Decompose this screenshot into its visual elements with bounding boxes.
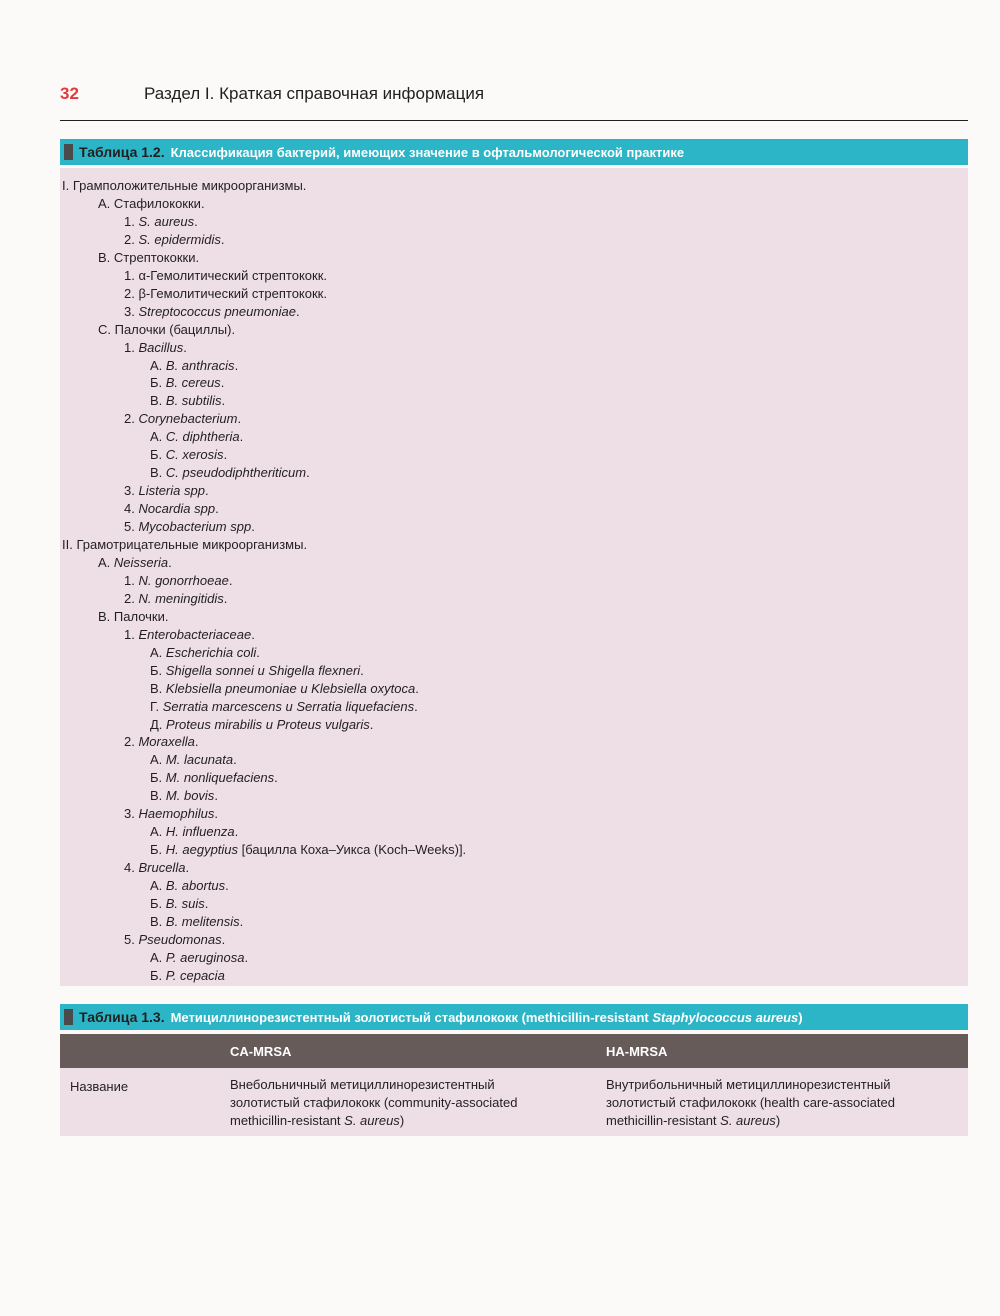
list-item: В. Палочки. — [98, 608, 169, 624]
list-item: Б. M. nonliquefaciens. — [150, 770, 278, 786]
table-1-2-body — [60, 168, 968, 986]
list-item: Б. B. cereus. — [150, 375, 225, 391]
list-item: 3. Listeria spp. — [124, 483, 209, 499]
list-item: 3. Streptococcus pneumoniae. — [124, 303, 300, 319]
list-item: В. Klebsiella pneumoniae и Klebsiella oxytoca. — [150, 680, 419, 696]
list-item: А. Neisseria. — [98, 554, 172, 570]
page-header — [60, 82, 968, 112]
list-item: А. H. influenza. — [150, 824, 239, 840]
list-item: 2. β-Гемолитический стрептококк. — [124, 285, 327, 301]
table-label: Таблица 1.3. — [79, 1009, 165, 1025]
list-item: Б. Shigella sonnei и Shigella flexneri. — [150, 662, 364, 678]
list-item: А. B. anthracis. — [150, 357, 239, 373]
column-header-ha-mrsa: HA-MRSA — [606, 1044, 668, 1059]
table-1-3-title — [60, 1004, 968, 1030]
list-item: 3. Haemophilus. — [124, 806, 218, 822]
list-item: Б. H. aegyptius [бацилла Коха–Уикса (Koch–Weeks)]. — [150, 842, 467, 858]
list-item: 5. Mycobacterium spp. — [124, 519, 255, 535]
page-number: 32 — [60, 84, 79, 103]
list-item: 2. S. epidermidis. — [124, 231, 225, 247]
list-item: 1. Bacillus. — [124, 339, 187, 355]
list-item: Д. Proteus mirabilis и Proteus vulgaris. — [150, 716, 374, 732]
list-item: А. P. aeruginosa. — [150, 949, 249, 965]
list-item: А. B. abortus. — [150, 878, 229, 893]
list-item: 1. Enterobacteriaceae. — [124, 626, 255, 642]
table-marker-icon — [64, 1009, 73, 1025]
table-caption: Классификация бактерий, имеющих значение в офтальмологической практике — [170, 144, 685, 160]
list-item: I. Грамположительные микроорганизмы. — [62, 178, 307, 193]
list-item: II. Грамотрицательные микроорганизмы. — [62, 537, 308, 552]
list-item: В. B. subtilis. — [150, 393, 226, 409]
list-item: А. C. diphtheria. — [150, 429, 244, 445]
table-marker-icon — [64, 144, 73, 160]
header-rule — [60, 120, 968, 121]
list-item: Б. C. xerosis. — [150, 447, 228, 463]
list-item: 5. Pseudomonas. — [124, 931, 226, 947]
table-label: Таблица 1.2. — [79, 144, 165, 160]
list-item: В. B. melitensis. — [150, 913, 244, 929]
list-item: В. C. pseudodiphtheriticum. — [150, 465, 310, 481]
list-item: 1. N. gonorrhoeae. — [124, 572, 233, 588]
table-1-2-title — [60, 139, 968, 165]
table-row — [60, 1068, 968, 1136]
list-item: С. Палочки (бациллы). — [98, 321, 236, 337]
section-title: Раздел I. Краткая справочная информация — [144, 84, 485, 103]
list-item: Г. Serratia marcescens и Serratia liquefaciens. — [150, 698, 418, 714]
cell-ha-mrsa: Внутрибольничный метициллинорезистентный золотистый стафилококк (health care-associated methicillin-resistant S. aureus) — [606, 1077, 895, 1128]
cell-ca-mrsa: Внебольничный метициллинорезистентный золотистый стафилококк (community-associated methicillin-resistant S. aureus) — [230, 1077, 518, 1128]
list-item: Б. P. cepacia — [150, 967, 225, 983]
list-item: В. M. bovis. — [150, 788, 218, 804]
list-item: А. Escherichia coli. — [150, 644, 260, 660]
list-item: 2. Corynebacterium. — [124, 411, 242, 427]
list-item: А. M. lacunata. — [150, 752, 237, 768]
list-item: 4. Nocardia spp. — [124, 501, 219, 517]
table-caption: Метициллинорезистентный золотистый стафилококк (methicillin-resistant Staphylococcus aureus) — [170, 1009, 803, 1025]
list-item: 2. N. meningitidis. — [124, 590, 228, 606]
column-header-ca-mrsa: CA-MRSA — [230, 1044, 292, 1059]
list-item: 1. α-Гемолитический стрептококк. — [124, 267, 328, 283]
list-item: 4. Brucella. — [124, 860, 190, 876]
list-item: Б. B. suis. — [150, 896, 209, 911]
list-item: В. Стрептококки. — [98, 249, 200, 265]
list-item: А. Стафилококки. — [98, 195, 205, 211]
row-label: Название — [70, 1079, 129, 1094]
list-item: 2. Moraxella. — [124, 734, 199, 750]
table-1-3-header-row — [60, 1034, 968, 1068]
list-item: 1. S. aureus. — [124, 213, 198, 229]
